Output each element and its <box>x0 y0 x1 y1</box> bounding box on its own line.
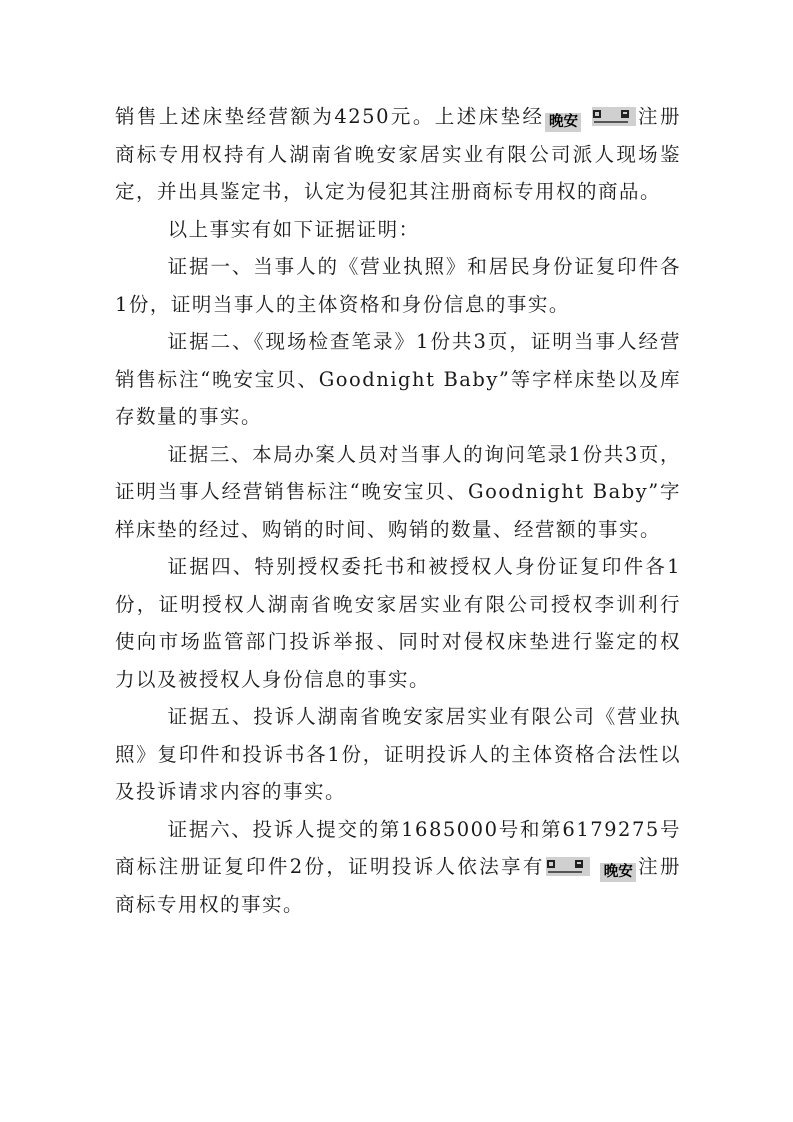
paragraph-text: 注册商标专用权持有人湖南省晚安家居实业有限公司派人现场鉴定，并出具鉴定书，认定为侵犯其注册商标专用权的商品。 <box>115 105 681 203</box>
paragraph-continuation <box>115 98 681 211</box>
document-body <box>115 98 681 923</box>
evidence-intro: 以上事实有如下证据证明： <box>167 217 420 241</box>
evidence-4: 证据四、特别授权委托书和被授权人身份证复印件各1份，证明授权人湖南省晚安家居实业有限公司授权李训利行使向市场监管部门投诉举报、同时对侵权床垫进行鉴定的权力以及被授权人身份信息的事实。 <box>115 555 681 691</box>
wanan-text-logo-label: 晚安 <box>603 864 633 880</box>
evidence-1: 证据一、当事人的《营业执照》和居民身份证复印件各1份，证明当事人的主体资格和身份信息的事实。 <box>115 255 681 316</box>
wanan-moon-logo-icon <box>546 857 590 876</box>
evidence-5: 证据五、投诉人湖南省晚安家居实业有限公司《营业执照》复印件和投诉书各1份，证明投诉人的主体资格合法性以及投诉请求内容的事实。 <box>115 705 681 803</box>
wanan-text-logo <box>545 113 581 132</box>
paragraph-text: 注册商标专用权的事实。 <box>115 855 681 916</box>
paragraph-text: 证据六、投诉人提交的第1685000号和第6179275号商标注册证复印件2份，证明投诉人依法享有 <box>115 817 681 878</box>
evidence-2: 证据二、《现场检查笔录》1份共3页，证明当事人经营销售标注“晚安宝贝、Goodnight Baby”等字样床垫以及库存数量的事实。 <box>115 330 681 428</box>
paragraph-text: 销售上述床垫经营额为4250元。上述床垫经 <box>115 105 545 128</box>
wanan-text-logo <box>600 863 636 882</box>
wanan-text-logo-label: 晚安 <box>548 114 578 130</box>
wanan-moon-logo-icon <box>592 107 636 126</box>
evidence-3: 证据三、本局办案人员对当事人的询问笔录1份共3页，证明当事人经营销售标注“晚安宝贝、Goodnight Baby”字样床垫的经过、购销的时间、购销的数量、经营额的事实。 <box>115 442 681 541</box>
evidence-6 <box>115 811 681 924</box>
